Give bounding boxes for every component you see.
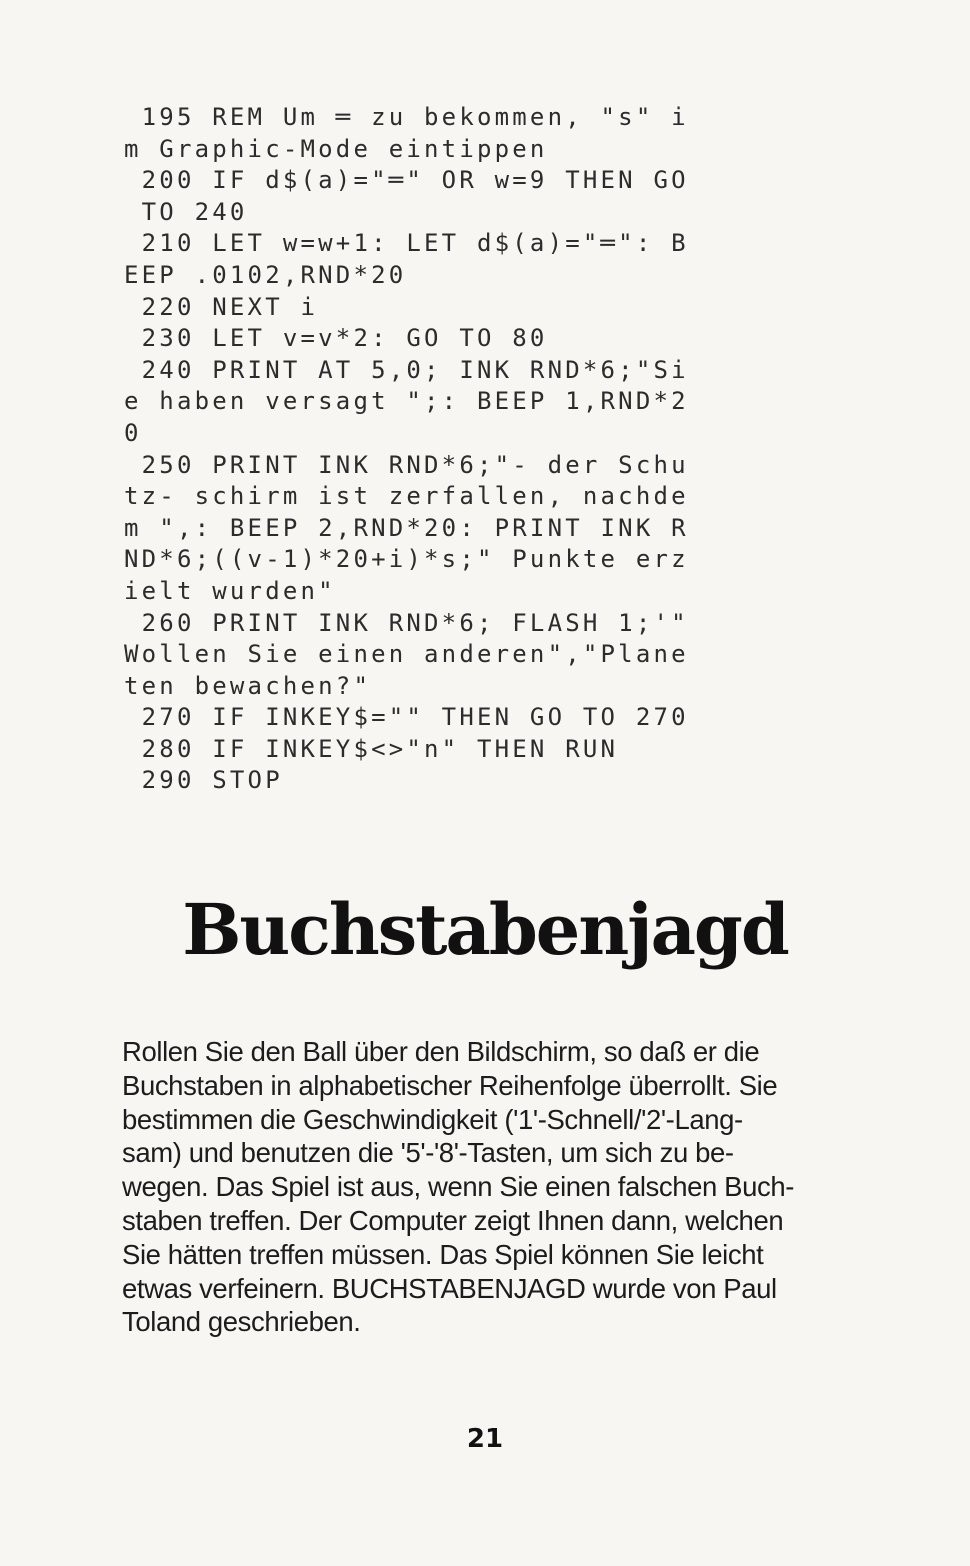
code-line: ielt wurden" [124, 576, 336, 605]
code-line: 210 LET w=w+1: LET d$(a)="═": B [124, 229, 689, 258]
code-line: ten bewachen?" [124, 671, 372, 700]
code-line: tz- schirm ist zerfallen, nachde [124, 482, 689, 511]
paragraph-line: bestimmen die Geschwindigkeit ('1'-Schnell/'2'-Lang- [122, 1103, 743, 1135]
section-title: Buchstabenjagd [182, 888, 788, 971]
page-number: 21 [466, 1424, 504, 1454]
paragraph-line: Sie hätten treffen müssen. Das Spiel können Sie leicht [122, 1238, 764, 1270]
basic-program-listing [124, 102, 764, 797]
paragraph-line: etwas verfeinern. BUCHSTABENJAGD wurde von Paul [122, 1272, 777, 1304]
code-line: 260 PRINT INK RND*6; FLASH 1;'" [124, 608, 689, 637]
code-line: m Graphic-Mode eintippen [124, 134, 548, 163]
paragraph-line: staben treffen. Der Computer zeigt Ihnen dann, welchen [122, 1204, 784, 1236]
code-line: 200 IF d$(a)="═" OR w=9 THEN GO [124, 166, 689, 195]
paragraph-line: Rollen Sie den Ball über den Bildschirm, so daß er die [122, 1036, 760, 1067]
paragraph-line: Buchstaben in alphabetischer Reihenfolge überrollt. Sie [122, 1069, 778, 1101]
code-line: Wollen Sie einen anderen","Plane [124, 640, 689, 669]
code-line: 250 PRINT INK RND*6;"- der Schu [124, 450, 689, 479]
code-line: 280 IF INKEY$<>"n" THEN RUN [124, 734, 619, 763]
code-line: 290 STOP [124, 766, 283, 795]
description-paragraph [122, 1035, 842, 1339]
code-line: e haben versagt ";: BEEP 1,RND*2 [124, 387, 689, 416]
code-line: 220 NEXT i [124, 292, 319, 321]
paragraph-line: Toland geschrieben. [122, 1306, 361, 1338]
code-line: 240 PRINT AT 5,0; INK RND*6;"Si [124, 355, 689, 384]
code-line: ND*6;((v-1)*20+i)*s;" Punkte erz [124, 545, 689, 574]
paragraph-line: wegen. Das Spiel ist aus, wenn Sie einen falschen Buch- [122, 1171, 795, 1203]
code-line: m ",: BEEP 2,RND*20: PRINT INK R [124, 513, 689, 542]
code-line: 230 LET v=v*2: GO TO 80 [124, 324, 548, 353]
code-line: TO 240 [124, 197, 248, 226]
code-line: 270 IF INKEY$="" THEN GO TO 270 [124, 703, 689, 732]
code-line: 195 REM Um ═ zu bekommen, "s" i [124, 103, 689, 131]
code-line: 0 [124, 418, 142, 447]
code-line: EEP .0102,RND*20 [124, 260, 407, 289]
paragraph-line: sam) und benutzen die '5'-'8'-Tasten, um sich zu be- [122, 1137, 734, 1169]
